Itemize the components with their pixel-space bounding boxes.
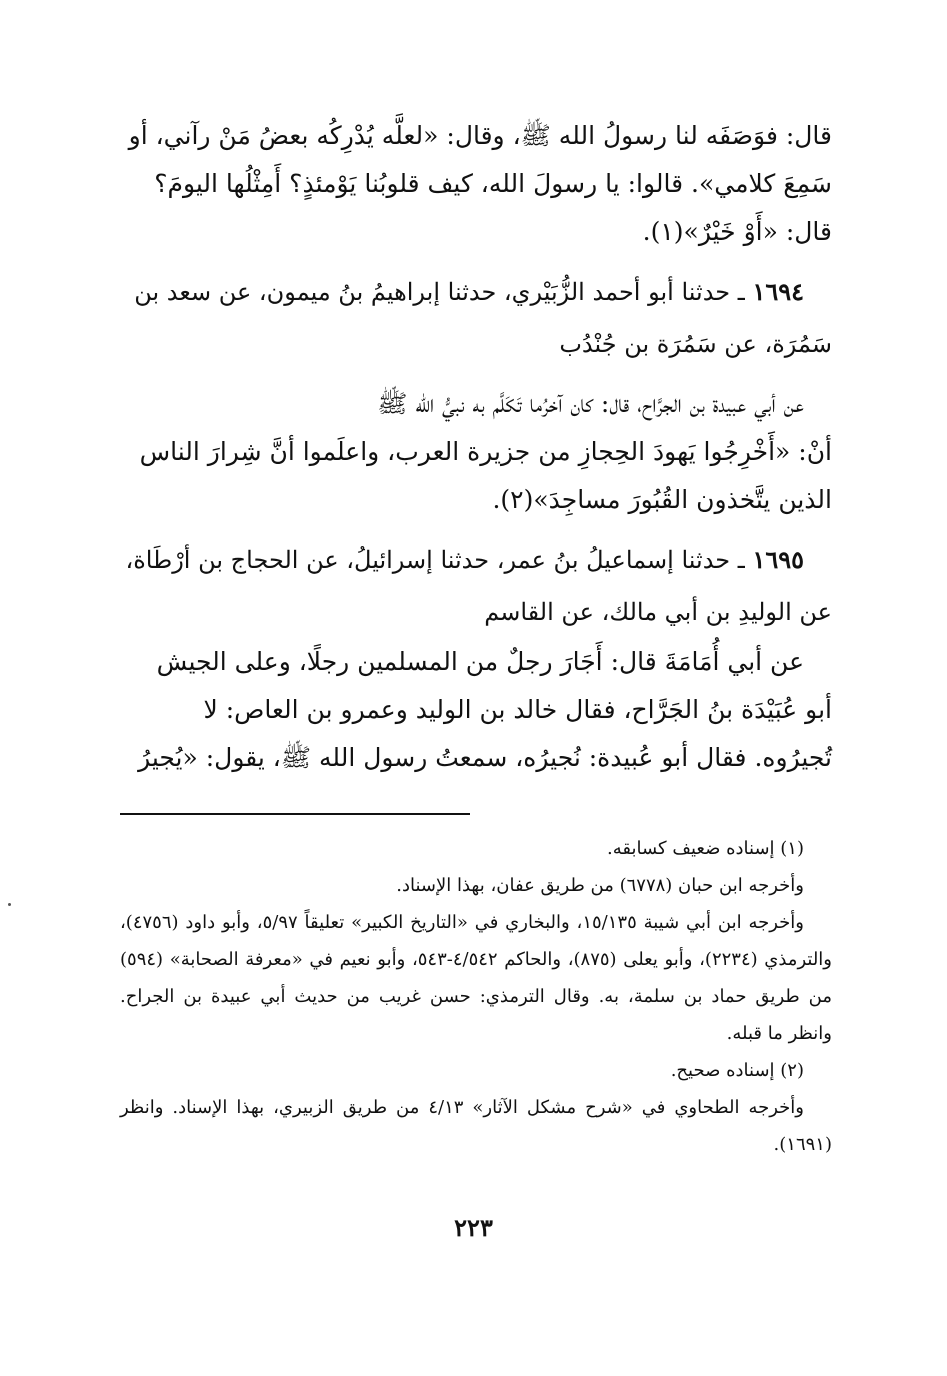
footnote-2: (٢) إسناده صحيح. [670,1060,804,1081]
paragraph-5-line-3: تُجيرُوه. فقال أبو عُبيدة: نُجيرُه، سمعتُ رسول الله ﷺ، يقول: «يُجيرُ [138,743,832,772]
footnote-separator [120,813,470,815]
paragraph-4-line-1: ـ حدثنا إسماعيلُ بنُ عمر، حدثنا إسرائيلُ، عن الحجاج بن أرْطَاة، [125,546,745,574]
footnote-1-detail-1: وأخرجه ابن حبان (٦٧٧٨) من طريق عفان، بهذا الإسناد. [396,875,804,896]
footnotes [120,830,832,1163]
paragraph-hadith-1694 [120,266,832,370]
paragraph-2-line-1: ـ حدثنا أبو أحمد الزُّبَيْري، حدثنا إبراهيمُ بنُ ميمون، عن سعد بن [134,278,745,306]
paragraph-3-line-1: عن أبي عبيدة بن الجرَّاح، قال: كان آخرُما تَكَلَّم به نبيُّ الله ﷺ [377,389,804,418]
hadith-number-1695: ١٦٩٥ [752,545,804,574]
paragraph-hadith-1695 [120,534,832,638]
hadith-number-1694: ١٦٩٤ [752,277,804,306]
paragraph-1-line-1: قال: فوَصَفَه لنا رسولُ الله ﷺ، وقال: «لعلَّه يُدْرِكُه بعضُ مَنْ رآني، أو [128,121,832,150]
paragraph-5-line-1: عن أبي أُمَامَةَ قال: أَجَارَ رجلٌ من المسلمين رجلًا، وعلى الجيش [156,647,804,676]
footnote-2-detail-1: وأخرجه الطحاوي في «شرح مشكل الآثار» ٤/١٣ من طريق الزبيري، بهذا الإسناد. وانظر (١٦٩١). [120,1097,832,1155]
page-number: ٢٢٣ [454,1213,493,1242]
paragraph-1-line-2: سَمِعَ كلامي». قالوا: يا رسولَ الله، كيف قلوبُنا يَوْمئذٍ؟ أَمِثْلُها اليومَ؟ [154,169,832,198]
main-text [120,112,832,782]
paragraph-4-line-2: عن الوليدِ بن أبي مالك، عن القاسم [484,598,832,626]
paragraph-3 [120,380,832,524]
paragraph-3-line-3: الذين يتَّخذون القُبُورَ مساجِدَ»(٢). [492,485,832,514]
paragraph-5-line-2: أبو عُبَيْدَة بنُ الجَرَّاح، فقال خالد بن الوليد وعمرو بن العاص: لا [203,695,832,724]
paragraph-5 [120,638,832,782]
paragraph-2-line-2: سَمُرَة، عن سَمُرَة بن جُنْدُب [559,330,832,358]
footnote-1-detail-2: وأخرجه ابن أبي شيبة ١٥/١٣٥، والبخاري في «التاريخ الكبير» تعليقاً ٥/٩٧، وأبو داود (٤٧٥٦)، والترمذي (٢٢٣٤)، وأبو يعلى (٨٧٥)، والحاكم ٤/٥٤٢-٥٤٣، وأبو نعيم في «معرفة الصحابة» (٥٩٤) من طريق حماد بن سلمة، به. وقال الترمذي: حسن غريب من حديث أبي عبيدة بن الجراح. وانظر ما قبله. [120,912,832,1044]
paragraph-1 [120,112,832,256]
paragraph-1-line-3: قال: «أَوْ خَيْرٌ»(١). [642,217,832,246]
scan-speck [8,903,11,906]
paragraph-3-line-2: أنْ: «أَخْرِجُوا يَهودَ الحِجازِ من جزيرة العرب، واعلَموا أنَّ شِرارَ الناس [139,437,832,466]
footnote-1: (١) إسناده ضعيف كسابقه. [607,838,804,859]
